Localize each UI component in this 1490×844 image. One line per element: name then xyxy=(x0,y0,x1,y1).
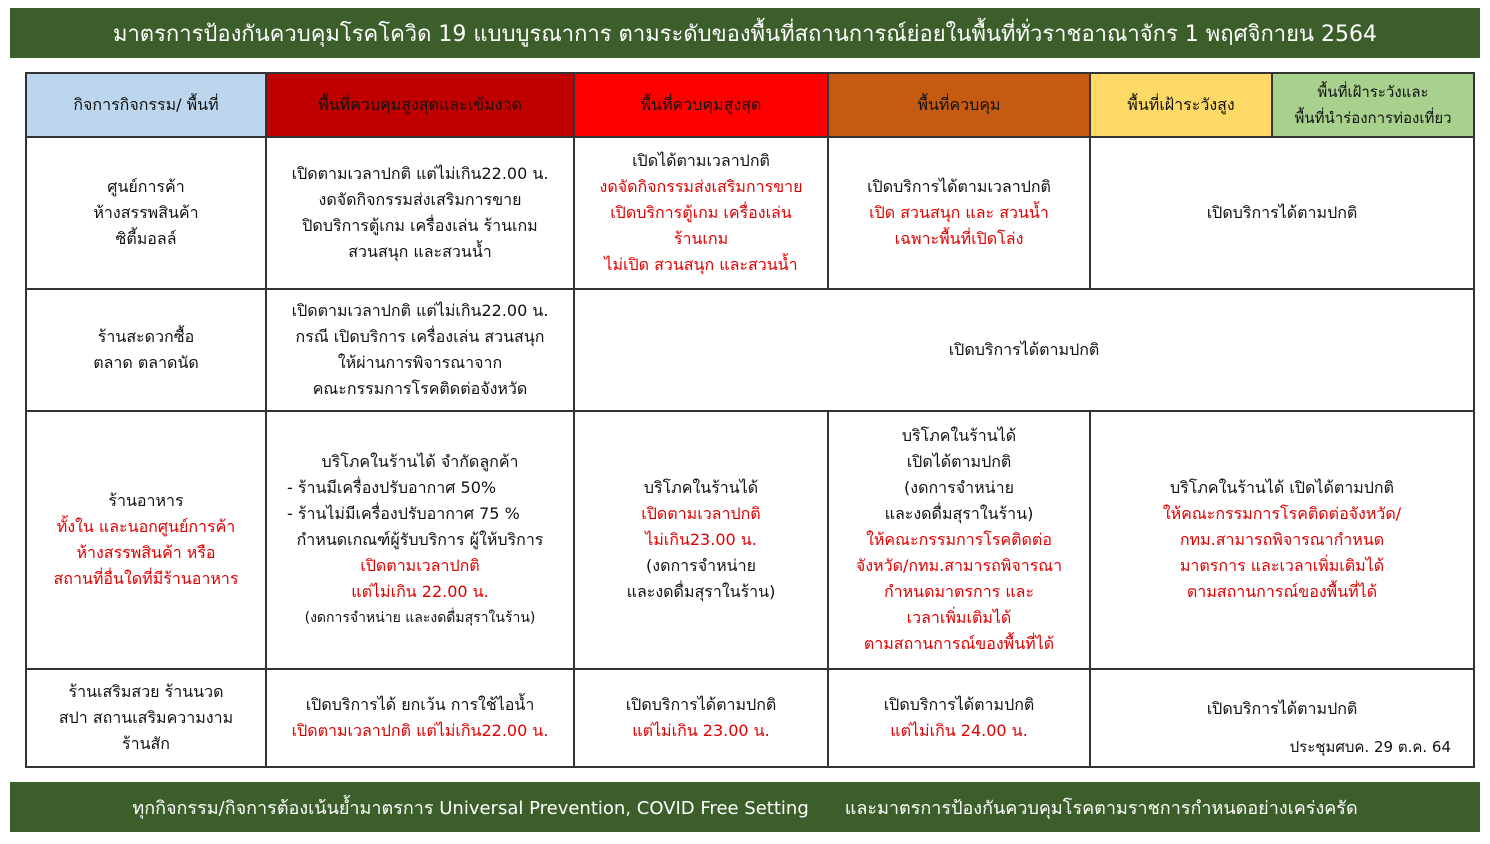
footer-text-1: ทุกกิจกรรม/กิจการต้องเน้นย้ำมาตรการ Universal Prevention, COVID Free Setting xyxy=(132,797,809,819)
table-row-restaurant xyxy=(26,411,1474,669)
meeting-note: ประชุมศบค. 29 ต.ค. 64 xyxy=(1289,738,1451,756)
cell-text: เปิด สวนสนุก และ สวนน้ำ xyxy=(869,203,1049,222)
header-zone-max: พื้นที่ควบคุมสูงสุด xyxy=(574,73,828,137)
cell-text: บริโภคในร้านได้ จำกัดลูกค้า xyxy=(321,452,519,471)
cell-text: ห้างสรรพสินค้า xyxy=(93,203,199,222)
cell-text: เปิดได้ตามเวลาปกติ xyxy=(632,151,770,170)
cell-restaurant-zone3 xyxy=(828,411,1090,669)
cell-text: สปา สถานเสริมความงาม xyxy=(58,708,234,727)
cell-store-zone1 xyxy=(266,289,574,411)
cell-text: เปิดตามเวลาปกติ xyxy=(360,556,480,575)
cell-text: - ร้านมีเครื่องปรับอากาศ 50% xyxy=(287,478,497,497)
cell-mall-zone3 xyxy=(828,137,1090,289)
cell-text: เปิดบริการได้ ยกเว้น การใช้ไอน้ำ xyxy=(305,695,535,714)
cell-text: ไม่เกิน23.00 น. xyxy=(645,530,757,549)
header-zone-watch-line1: พื้นที่เฝ้าระวังและ xyxy=(1317,83,1429,101)
cell-text: ตามสถานการณ์ของพื้นที่ได้ xyxy=(1186,582,1378,601)
cell-text: บริโภคในร้านได้ xyxy=(901,426,1017,445)
cell-text: ร้านเสริมสวย ร้านนวด xyxy=(68,682,224,701)
cell-restaurant-zone1 xyxy=(266,411,574,669)
header-zone-max-strict: พื้นที่ควบคุมสูงสุดและเข้มงวด xyxy=(266,73,574,137)
header-activity: กิจการกิจกรรม/ พื้นที่ xyxy=(26,73,266,137)
cell-activity-store xyxy=(26,289,266,411)
title-banner xyxy=(10,8,1480,58)
cell-text: เปิดบริการได้ตามเวลาปกติ xyxy=(867,177,1051,196)
cell-text: เปิดตามเวลาปกติ xyxy=(641,504,761,523)
header-zone-watch-pilot xyxy=(1272,73,1474,137)
cell-text: กำหนดเกณฑ์ผู้รับบริการ ผู้ให้บริการ xyxy=(296,530,544,549)
cell-text: เฉพาะพื้นที่เปิดโล่ง xyxy=(894,229,1024,248)
cell-text: ร้านสะดวกซื้อ xyxy=(97,327,195,346)
cell-text: เปิดได้ตามปกติ xyxy=(906,452,1012,471)
cell-beauty-zone45 xyxy=(1090,669,1474,767)
cell-mall-zone45: เปิดบริการได้ตามปกติ xyxy=(1090,137,1474,289)
cell-text: คณะกรรมการโรคติดต่อจังหวัด xyxy=(312,379,528,398)
cell-text: แต่ไม่เกิน 22.00 น. xyxy=(351,582,489,601)
cell-text: แต่ไม่เกิน 24.00 น. xyxy=(890,721,1028,740)
cell-text: เปิดตามเวลาปกติ แต่ไม่เกิน22.00 น. xyxy=(291,301,549,320)
cell-text: งดจัดกิจกรรมส่งเสริมการขาย xyxy=(318,190,522,209)
cell-text: ร้านเกม xyxy=(673,229,729,248)
cell-text: กำหนดมาตรการ และ xyxy=(883,582,1035,601)
cell-beauty-zone2 xyxy=(574,669,828,767)
table-row-beauty xyxy=(26,669,1474,767)
cell-text: ห้างสรรพสินค้า หรือ xyxy=(76,543,216,562)
table-row-store xyxy=(26,289,1474,411)
cell-text: และงดดื่มสุราในร้าน) xyxy=(626,582,776,601)
cell-text: ไม่เปิด สวนสนุก และสวนน้ำ xyxy=(604,255,798,274)
cell-text: (งดการจำหน่าย xyxy=(904,478,1014,497)
cell-text: ตามสถานการณ์ของพื้นที่ได้ xyxy=(863,634,1055,653)
cell-text: เวลาเพิ่มเติมได้ xyxy=(906,608,1012,627)
cell-text: มาตรการ และเวลาเพิ่มเติมได้ xyxy=(1179,556,1385,575)
cell-text: สวนสนุก และสวนน้ำ xyxy=(348,242,492,261)
cell-mall-zone1 xyxy=(266,137,574,289)
cell-beauty-zone3 xyxy=(828,669,1090,767)
footer-banner xyxy=(10,782,1480,832)
cell-text: ให้คณะกรรมการโรคติดต่อ xyxy=(866,530,1052,549)
cell-text: งดจัดกิจกรรมส่งเสริมการขาย xyxy=(599,177,803,196)
cell-activity-mall xyxy=(26,137,266,289)
cell-text: เปิดบริการได้ตามปกติ xyxy=(1206,699,1358,718)
header-zone-high-watch: พื้นที่เฝ้าระวังสูง xyxy=(1090,73,1272,137)
cell-text: เปิดบริการตู้เกม เครื่องเล่น xyxy=(610,203,792,222)
cell-text: และงดดื่มสุราในร้าน) xyxy=(884,504,1034,523)
cell-mall-zone2 xyxy=(574,137,828,289)
cell-restaurant-zone45 xyxy=(1090,411,1474,669)
cell-store-zone2to5: เปิดบริการได้ตามปกติ xyxy=(574,289,1474,411)
header-zone-control: พื้นที่ควบคุม xyxy=(828,73,1090,137)
cell-text: ซิตี้มอลล์ xyxy=(115,229,177,248)
page-title: มาตรการป้องกันควบคุมโรคโควิด 19 แบบบูรณาการ ตามระดับของพื้นที่สถานการณ์ย่อยในพื้นที่ทั่วราชอาณาจักร 1 พฤศจิกายน 2564 xyxy=(112,21,1378,47)
cell-text: ร้านอาหาร xyxy=(108,491,184,510)
cell-text: แต่ไม่เกิน 23.00 น. xyxy=(632,721,770,740)
cell-restaurant-zone2 xyxy=(574,411,828,669)
cell-text: ให้ผ่านการพิจารณาจาก xyxy=(337,353,503,372)
cell-text: เปิดตามเวลาปกติ แต่ไม่เกิน22.00 น. xyxy=(291,721,549,740)
cell-activity-beauty xyxy=(26,669,266,767)
cell-text: เปิดบริการได้ตามปกติ xyxy=(883,695,1035,714)
cell-text: บริโภคในร้านได้ xyxy=(643,478,759,497)
cell-text: ทั้งใน และนอกศูนย์การค้า xyxy=(56,517,236,536)
cell-text: สถานที่อื่นใดที่มีร้านอาหาร xyxy=(53,569,239,588)
footer-text-2: และมาตรการป้องกันควบคุมโรคตามราชการกำหนดอย่างเคร่งครัด xyxy=(844,797,1358,819)
cell-text: กรณี เปิดบริการ เครื่องเล่น สวนสนุก xyxy=(295,327,545,346)
cell-text: ปิดบริการตู้เกม เครื่องเล่น ร้านเกม xyxy=(302,216,538,235)
cell-beauty-zone1 xyxy=(266,669,574,767)
cell-text: กทม.สามารถพิจารณากำหนด xyxy=(1179,530,1385,549)
cell-text: (งดการจำหน่าย และงดดื่มสุราในร้าน) xyxy=(304,610,536,626)
cell-text: ให้คณะกรรมการโรคติดต่อจังหวัด/ xyxy=(1162,504,1402,523)
measures-table xyxy=(25,72,1475,768)
cell-text: ร้านสัก xyxy=(122,734,170,753)
cell-activity-restaurant xyxy=(26,411,266,669)
cell-text: (งดการจำหน่าย xyxy=(646,556,756,575)
cell-text: เปิดตามเวลาปกติ แต่ไม่เกิน22.00 น. xyxy=(291,164,549,183)
cell-text: ตลาด ตลาดนัด xyxy=(93,353,199,372)
header-zone-watch-line2: พื้นที่นำร่องการท่องเที่ยว xyxy=(1294,109,1452,127)
cell-text: - ร้านไม่มีเครื่องปรับอากาศ 75 % xyxy=(287,504,520,523)
header-row xyxy=(26,73,1474,137)
cell-text: เปิดบริการได้ตามปกติ xyxy=(625,695,777,714)
cell-text: บริโภคในร้านได้ เปิดได้ตามปกติ xyxy=(1170,478,1394,497)
cell-text: จังหวัด/กทม.สามารถพิจารณา xyxy=(855,556,1063,575)
table-row-mall xyxy=(26,137,1474,289)
cell-text: ศูนย์การค้า xyxy=(107,177,185,196)
